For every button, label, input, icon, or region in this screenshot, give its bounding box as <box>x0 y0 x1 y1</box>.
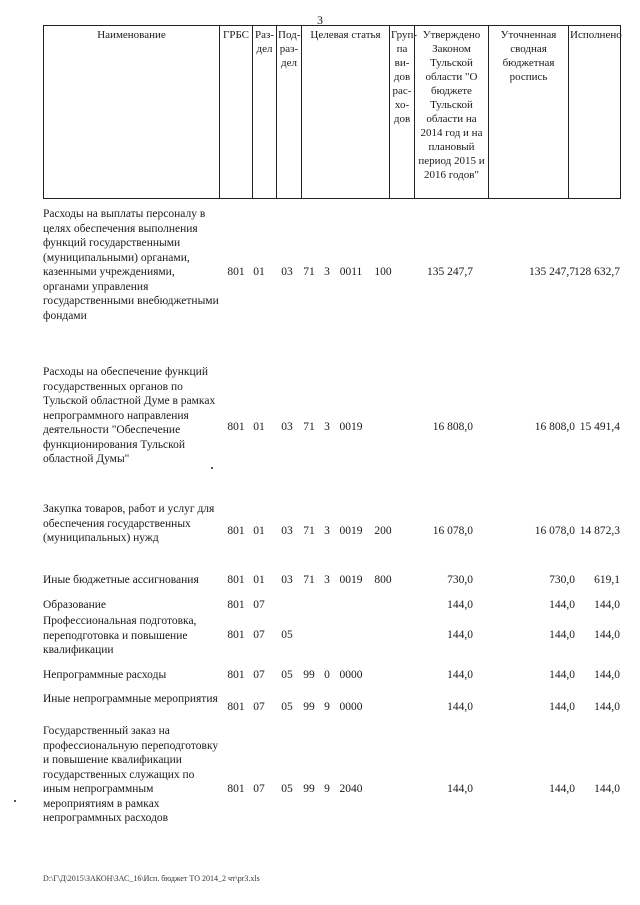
cell-specified: 135 247,7 <box>529 266 575 278</box>
row-name: Государственный заказ на профессиональную переподготовку и повышение квалификации государственных служащих по иным непрограммным мероприятиям в рамках непрограммных расходов <box>43 725 219 824</box>
cell-razdel: 01 <box>253 574 265 586</box>
table-row <box>43 668 620 684</box>
cell-podrazdel: 03 <box>281 266 293 278</box>
header-specified: Уточненная сводная бюджетная роспись <box>489 26 569 199</box>
cell-specified: 730,0 <box>549 574 575 586</box>
cell-executed: 144,0 <box>594 783 620 795</box>
cell-razdel: 01 <box>253 421 265 433</box>
table-row <box>43 598 620 614</box>
header-expense-group: Груп-па ви-дов рас-хо-дов <box>390 26 415 199</box>
cell-podrazdel: 05 <box>281 701 293 713</box>
cell-podrazdel: 03 <box>281 574 293 586</box>
cell-target-sub: 9 <box>324 783 330 795</box>
cell-razdel: 07 <box>253 669 265 681</box>
cell-approved: 144,0 <box>447 669 473 681</box>
page-number: 3 <box>317 13 323 27</box>
cell-target-sub: 3 <box>324 525 330 537</box>
cell-executed: 15 491,4 <box>579 421 620 433</box>
cell-grbs: 801 <box>227 421 245 433</box>
scan-speck <box>14 800 16 802</box>
cell-target-sub: 3 <box>324 266 330 278</box>
cell-approved: 144,0 <box>447 701 473 713</box>
cell-target-sub: 3 <box>324 574 330 586</box>
cell-target-sub: 0 <box>324 669 330 681</box>
cell-target-code: 0011 <box>339 266 363 278</box>
cell-razdel: 07 <box>253 701 265 713</box>
footer-file-path: D:\Г\Д\2015\ЗАКОН\ЗАС_16\Исп. бюджет ТО 2014_2 чт\pr3.xls <box>43 874 260 883</box>
cell-expense-group: 200 <box>374 525 392 537</box>
cell-podrazdel: 05 <box>281 669 293 681</box>
cell-target-code: 0000 <box>339 669 363 681</box>
cell-approved: 144,0 <box>447 783 473 795</box>
row-name: Непрограммные расходы <box>43 669 167 681</box>
cell-approved: 144,0 <box>447 599 473 611</box>
cell-razdel: 01 <box>253 525 265 537</box>
cell-grbs: 801 <box>227 669 245 681</box>
cell-executed: 144,0 <box>594 669 620 681</box>
cell-specified: 144,0 <box>549 629 575 641</box>
header-razdel: Раз-дел <box>253 26 277 199</box>
row-name: Расходы на выплаты персоналу в целях обеспечения выполнения функций государственными (муниципальными) органами, казенными учреждениями, органами управления государственными внебюджетными фондами <box>43 208 219 322</box>
cell-target-program: 71 <box>303 525 315 537</box>
cell-target-program: 99 <box>303 701 315 713</box>
cell-approved: 16 808,0 <box>432 421 473 433</box>
table-row <box>43 692 620 722</box>
table-header <box>43 25 621 199</box>
cell-executed: 144,0 <box>594 599 620 611</box>
table-row <box>43 207 620 347</box>
cell-grbs: 801 <box>227 783 245 795</box>
cell-target-code: 0019 <box>339 525 363 537</box>
table-row <box>43 724 620 852</box>
cell-podrazdel: 03 <box>281 421 293 433</box>
cell-executed: 128 632,7 <box>574 266 620 278</box>
cell-razdel: 07 <box>253 599 265 611</box>
cell-executed: 14 872,3 <box>579 525 620 537</box>
cell-specified: 144,0 <box>549 599 575 611</box>
cell-specified: 16 808,0 <box>534 421 575 433</box>
cell-specified: 144,0 <box>549 669 575 681</box>
scan-speck <box>211 467 213 469</box>
cell-approved: 135 247,7 <box>427 266 473 278</box>
cell-specified: 144,0 <box>549 701 575 713</box>
table-row <box>43 365 620 495</box>
cell-expense-group: 800 <box>374 574 392 586</box>
cell-approved: 730,0 <box>447 574 473 586</box>
cell-grbs: 801 <box>227 629 245 641</box>
cell-podrazdel: 05 <box>281 629 293 641</box>
table-row <box>43 573 620 589</box>
cell-target-program: 71 <box>303 266 315 278</box>
cell-approved: 16 078,0 <box>432 525 473 537</box>
cell-target-code: 0019 <box>339 421 363 433</box>
cell-razdel: 01 <box>253 266 265 278</box>
cell-target-sub: 3 <box>324 421 330 433</box>
cell-target-sub: 9 <box>324 701 330 713</box>
cell-target-program: 99 <box>303 669 315 681</box>
header-grbs: ГРБС <box>220 26 253 199</box>
cell-target-code: 2040 <box>339 783 363 795</box>
row-name: Иные бюджетные ассигнования <box>43 574 199 586</box>
cell-razdel: 07 <box>253 629 265 641</box>
cell-executed: 144,0 <box>594 701 620 713</box>
cell-razdel: 07 <box>253 783 265 795</box>
cell-grbs: 801 <box>227 266 245 278</box>
row-name: Закупка товаров, работ и услуг для обеспечения государственных (муниципальных) нужд <box>43 503 215 544</box>
cell-target-code: 0019 <box>339 574 363 586</box>
header-name: Наименование <box>44 26 220 199</box>
header-podrazdel: Под-раз-дел <box>277 26 302 199</box>
cell-specified: 16 078,0 <box>534 525 575 537</box>
cell-expense-group: 100 <box>374 266 392 278</box>
cell-podrazdel: 05 <box>281 783 293 795</box>
cell-target-program: 71 <box>303 421 315 433</box>
row-name: Иные непрограммные мероприятия <box>43 693 218 705</box>
cell-target-program: 99 <box>303 783 315 795</box>
header-approved: Утверждено Законом Тульской области "О бюджете Тульской области на 2014 год и на плановый период 2015 и 2016 годов" <box>415 26 489 199</box>
row-name: Профессиональная подготовка, переподготовка и повышение квалификации <box>43 615 197 656</box>
cell-grbs: 801 <box>227 525 245 537</box>
row-name: Расходы на обеспечение функций государственных органов по Тульской областной Думе в рамках непрограммного направления деятельности "Обеспечение функционирования Тульской областной Думы" <box>43 366 216 465</box>
cell-target-program: 71 <box>303 574 315 586</box>
cell-executed: 144,0 <box>594 629 620 641</box>
cell-podrazdel: 03 <box>281 525 293 537</box>
header-executed: Исполнено <box>569 26 621 199</box>
row-name: Образование <box>43 599 107 611</box>
cell-approved: 144,0 <box>447 629 473 641</box>
cell-specified: 144,0 <box>549 783 575 795</box>
cell-target-code: 0000 <box>339 701 363 713</box>
cell-grbs: 801 <box>227 599 245 611</box>
header-target-article: Целевая статья <box>302 26 390 199</box>
cell-grbs: 801 <box>227 574 245 586</box>
table-row <box>43 502 620 564</box>
cell-grbs: 801 <box>227 701 245 713</box>
table-row <box>43 614 620 660</box>
cell-executed: 619,1 <box>594 574 620 586</box>
